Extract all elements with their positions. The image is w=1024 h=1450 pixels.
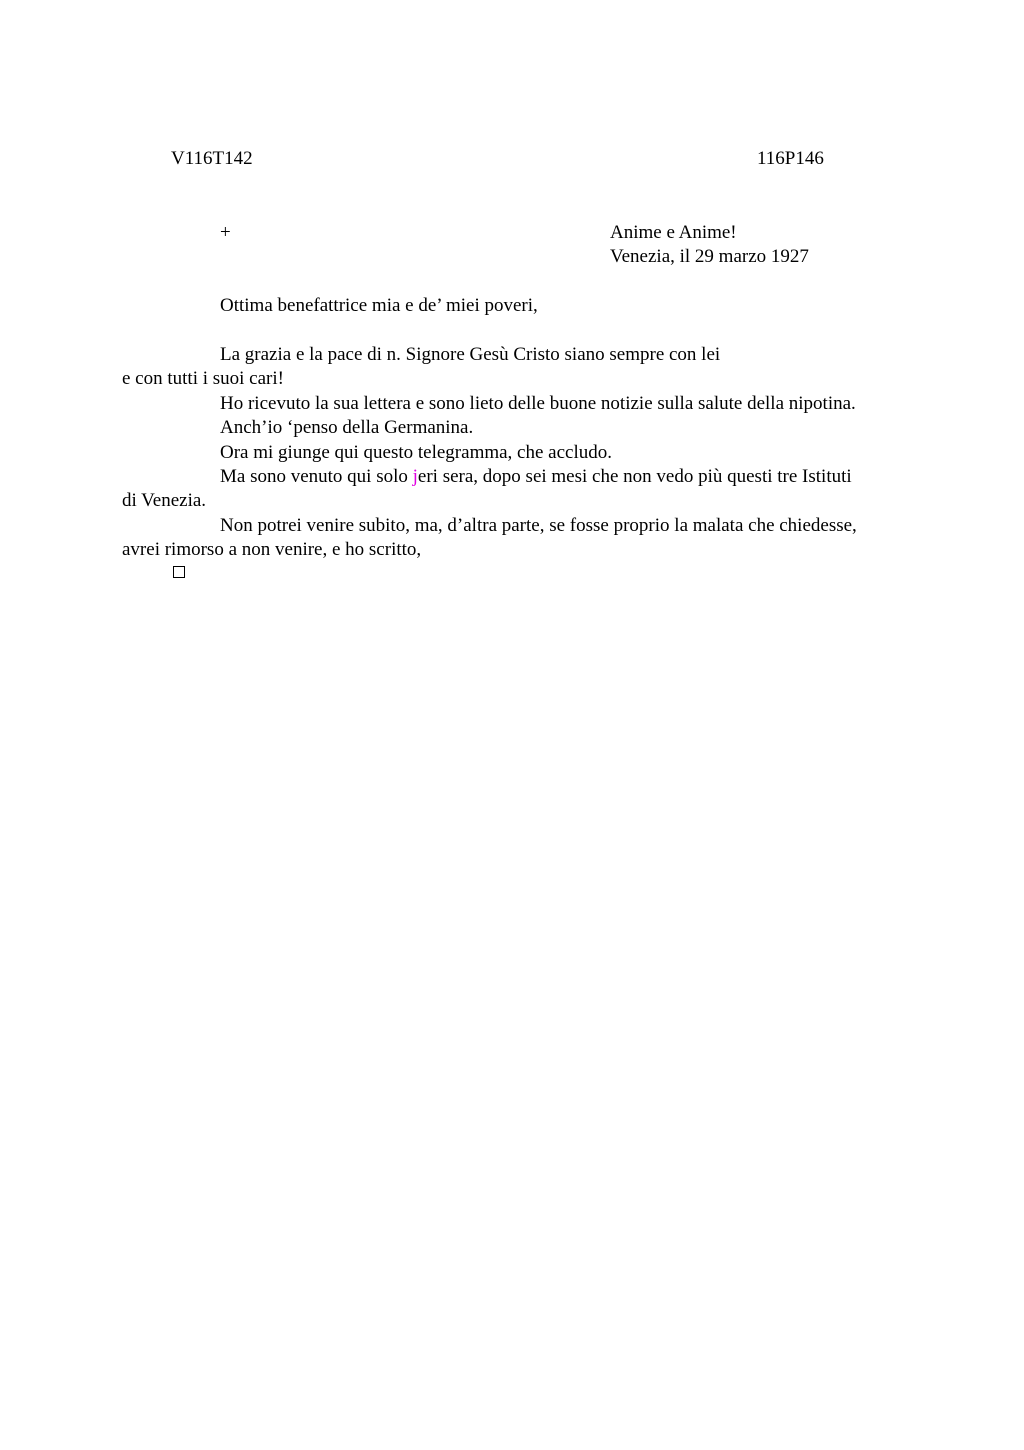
cross-symbol: + xyxy=(220,222,231,243)
highlighted-letter: j xyxy=(412,466,418,488)
letter-salutation: Ottima benefattrice mia e de’ miei poveri, xyxy=(220,295,538,316)
paragraph-received-letter xyxy=(171,392,899,416)
document-code-right: 116P146 xyxy=(757,148,824,169)
empty-square-icon xyxy=(173,566,185,578)
text-segment: eri sera, dopo sei mesi che non vedo più questi tre Istituti xyxy=(417,466,852,488)
paragraph-line: Ho ricevuto la sua lettera e sono lieto delle buone notizie sulla salute della nipotina. xyxy=(220,392,856,414)
paragraph-line: Non potrei venire subito, ma, d’altra parte, se fosse proprio la malata che chiedesse, xyxy=(220,514,857,536)
letter-motto: Anime e Anime! xyxy=(610,222,737,243)
paragraph-line: avrei rimorso a non venire, e ho scritto, xyxy=(122,539,422,561)
paragraph-cannot-come xyxy=(122,514,899,563)
paragraph-line xyxy=(171,465,899,489)
paragraph-germanina xyxy=(171,416,899,440)
paragraph-line: e con tutti i suoi cari! xyxy=(122,368,284,390)
letter-place-date: Venezia, il 29 marzo 1927 xyxy=(610,246,809,267)
paragraph-line: Ora mi giunge qui questo telegramma, che accludo. xyxy=(220,441,613,463)
text-segment: Ma sono venuto qui solo xyxy=(220,466,413,488)
paragraph-line: Anch’io ‘penso della Germanina. xyxy=(220,417,474,439)
paragraph-arrival xyxy=(122,465,899,514)
document-code-left: V116T142 xyxy=(171,148,253,169)
paragraph-line: La grazia e la pace di n. Signore Gesù Cristo siano sempre con lei xyxy=(220,344,721,365)
letter-body xyxy=(122,343,899,563)
paragraph-blessing xyxy=(122,343,899,392)
paragraph-telegram xyxy=(171,441,899,465)
paragraph-line: di Venezia. xyxy=(122,490,207,512)
